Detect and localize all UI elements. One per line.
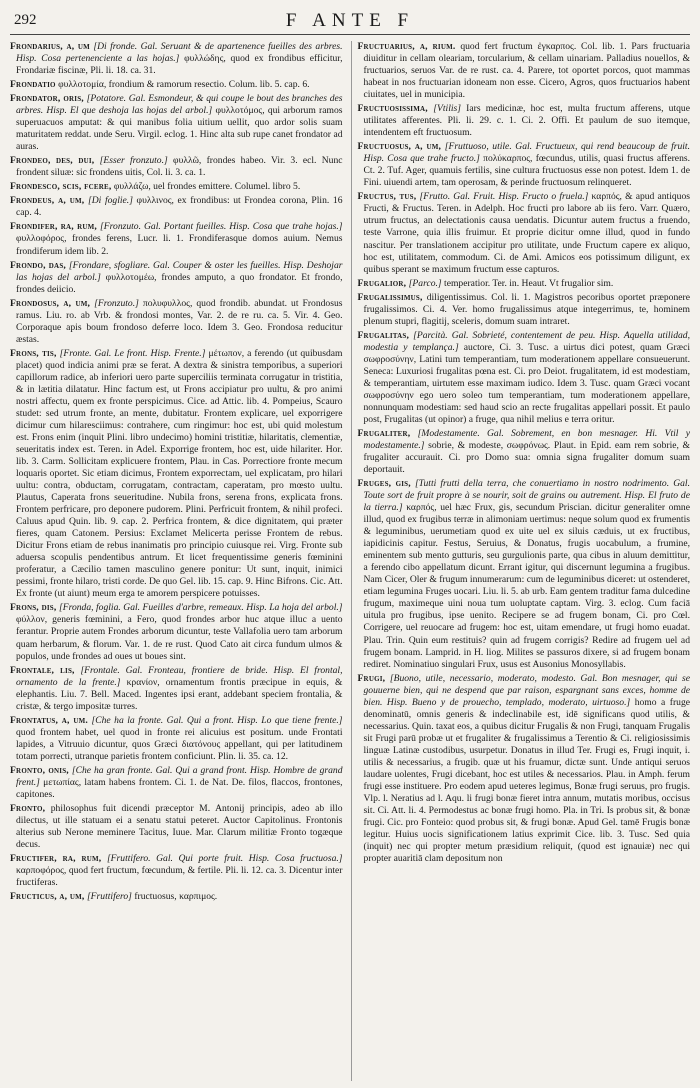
definition-text: φυλλινος, ex frondibus: ut Frondea corona, Plin. 16 cap. 4. [16,195,343,219]
dictionary-entry [358,103,691,139]
headword: Frondarius, a, um [10,41,90,52]
text-columns [10,41,690,1081]
definition-text: φυλλώδης, quod ex frondibus efficitur, Frondariæ fiscinæ, Pli. li. 18. ca. 31. [16,53,343,77]
headword: Fructifer, ra, rum, [10,853,102,865]
vernacular-gloss: [Fruttifero] [86,891,132,903]
vernacular-gloss: [Parcità. Gal. Sobrieté, contentement de peu. Hisp. Aquella utilidad, modestia y templança.] [363,329,690,353]
headword: Frons, dis, [10,602,57,614]
dictionary-entry [358,141,691,189]
headword: Frugi, [357,672,386,684]
dictionary-entry [10,348,343,601]
dictionary-entry [10,298,343,346]
headword: Frondesco, scis, fcere, [10,181,112,193]
headword: Frondeus, a, um, [10,195,85,207]
definition-text: μετωπίας, latam habens frontem. Ci. 1. de Nat. De. filos, flaccos, frontones, capitones. [16,776,343,800]
running-head: F ANTE F [285,10,415,31]
definition-text: πολύκαρπος, fœcundus, utilis, quasi fructus afferens. Ct. 2. Tuf. Ager, quamuis fertilis, sine cultura fructuosus esse non potest. Idem 1. de Fini. uiuendi artem, tam operosam, & perinde fructuosum relinqueret. [363,153,690,189]
vernacular-gloss: [Tutti frutti della terra, che conuertiamo in nostro nodrimento. Gal. Toute sort de fruit propre à se nourir, soit de grains ou autrement. Hisp. El fruto de la tierra.] [363,478,690,514]
dictionary-entry [10,715,343,763]
headword: Frondifer, ra, rum, [10,221,98,233]
vernacular-gloss: [Fronte. Gal. Le front. Hisp. Frente.] [59,347,206,359]
headword: Fronto, onis, [10,764,69,776]
headword: Fronto, [10,802,46,814]
dictionary-entry [10,195,343,219]
definition-text: καρπός, & apud antiquos Fructi, & Fructus. Teren. in Adelph. Hoc fructi pro labore ab iis fero. Varr. Quæro, utrum fructus, an delectationis causa uendatis. Dicuntur autem fructus a fruendo, teste Varrone, quia illis fruimur. Et proprie dicitur omne illud, quod in fundo nascitur. Per translationem accipitur pro utilitate, unde Fructum capere ex aliquo, hoc est, utilitatem, commodum. Ci. de Ami. Amicos eos potissimum diligunt, ex quibus sperant se maximum fructum esse capturos. [363,191,690,275]
definition-text: quod frontem habet, uel quod in fronte rei alicuius est positum. unde Frontati lapides, a Vitruuio dicuntur, quos Græci διατόνους appellant, qui per latitudinem totam porrecti, utranque parietis frontem conficiunt. Plin. li. 35. ca. 12. [16,726,343,762]
dictionary-entry [10,665,343,713]
vernacular-gloss: [Potatore. Gal. Esmondeur, & qui coupe le bout des branches des arbres. Hisp. El que deshoja las hojas del arbol.] [16,93,343,117]
dictionary-entry [10,602,343,662]
definition-text: sobrie, & modeste, σωφρόνως. Plaut. in Epid. eam rem sobrie, & frugaliter accurauit. Ci. pro Domo sua: omnia signa frugaliter domum suam deportauit. [363,440,690,476]
dictionary-entry [358,478,691,671]
vernacular-gloss: [Frondare, sfogliare. Gal. Couper & oster les fueilles. Hisp. Deshojar las hojas del arbol.] [16,259,343,283]
headword: Frugalissimus, [357,291,423,303]
vernacular-gloss: [Frutto. Gal. Fruit. Hisp. Fructo o fruela.] [419,191,589,203]
definition-text: κρανίον, ornamentum frontis præcipue in equis, & elephantis. Liu. 7. Bell. Maced. Ingentes ipsi erant, addebant speciem frontalia, & cristæ, & tergo impositæ turres. [16,676,343,712]
dictionary-entry [10,260,343,296]
definition-text: μέτωπον, a ferendo (ut quibusdam placet) quod indicia animi præ se ferat. A dextra & sinistra temporibus, a superiori capillorum radice, ab inferiori uero parte superciliis terminata corrugatur in tristitia, & in lætitia dilatatur. Hinc factum est, ut Frons accipiatur pro uultu, & pro animi nostri affectu, quem ex fronte perspicimus. Cice. ad Attic. lib. 4. Pompeius, Scauro studet: sed utrum fronte, an mente, dubitatur. Frontem explicare, uel exporrigere dicimur cum hilaresciimus: contrahere, cum ringimur: hoc est, ubi quid molestum est. Frons enim (inquit Plini. libro undecimo) homini tristitiæ, hilaritatis, clementiæ, seueritatis index est. Teren. in Adel. Exporrige frontem, hoc est, uide hilariter. Hor. lib. 3. Carm. Sollicitam explicuere frontem, Plau. in Cas. Porrectiore fronte mecum loquaris oportet. Sic etiam dicimus, Frontem exporrectam, uel explicatam, pro hilari uultu: contra, obductam, corrugatam, contractam, caperatam, pro mœsto uultu. Plautus, Caperata frons seueritudine. Nubila frons, serena frons, explicata frons. Frontem perfricare, pro deponere pudorem. Plini. Perfricuit frontem, & nihil profeci. Caluus apud Quin. lib. 9. cap. 2. Perfrica frontem, & dice dignitatem, qui præter fieres, quam Catonem. Persius: Exclamet Melicerta perisse Frontem de rebus. Dicitur Frons etiam de rebus inanimatis pro principio cuiusque rei. Virg. Fronte sub aduersa scopulis pendentibus antrum. Et licet frequentissime generis fœminini proferatur, a Cæcilio tamen masculino genere ponitur: Ut sunt, inquit, inimici pessimi, fronte hilaro, tristi corde. De quo Gel. lib. 15. cap. 9. Hinc Bifrons. Cic. Att. Ex fronte (ut aiunt) meum erga te amorem perspicere potuisses. [16,347,343,600]
definition-text: φυλλοτομία, frondium & ramorum resectio. Colum. lib. 5. cap. 6. [58,79,310,91]
definition-text: φυλλάζω, uel frondes emittere. Columel. libro 5. [113,181,301,193]
dictionary-entry [358,428,691,476]
dictionary-entry [10,891,343,903]
definition-text: φυλλῶ, frondes habeo. Vir. 3. ecl. Nunc frondent siluæ: sic frondens uitis, Col. li. 3. ca. 1. [16,155,343,179]
dictionary-entry [10,41,343,77]
vernacular-gloss: [Che ha gran fronte. Gal. Qui a grand front. Hisp. Hombre de grand frent.] [16,764,343,788]
headword: Fructuarius, a, rium. [357,41,456,52]
dictionary-entry [10,93,343,153]
vernacular-gloss: [Fronzuto. Gal. Portant fueilles. Hisp. Cosa que trahe hojas.] [100,221,343,233]
definition-text: fructuosus, καρπιμος. [134,891,218,903]
headword: Frontale, lis, [10,664,75,676]
dictionary-entry [358,330,691,426]
dictionary-entry [10,221,343,257]
definition-text: temperatior. Ter. in. Heaut. Vt frugalior sim. [444,277,614,289]
dictionary-entry [358,292,691,328]
headword: Frondator, oris, [10,93,84,105]
definition-text: πολυφυλλος, quod frondib. abundat. ut Frondosus ramus. Liu. ro. ab Vrb. & frondosi montes, Var. 2. de re ru. ca. 5. Vir. 4. Geo. Corporaque apis boum frondoso deferre loco. Idem 3. Geo. Frondosa reducitur æstas. [16,297,343,345]
dictionary-entry [10,765,343,801]
page-header [10,10,690,35]
right-column [351,41,691,1081]
headword: Frugaliter, [357,427,411,439]
headword: Fructus, tus, [357,191,417,203]
dictionary-entry [358,41,691,101]
dictionary-entry [10,803,343,851]
dictionary-entry [10,853,343,889]
definition-text: philosophus fuit dicendi præceptor M. Antonij principis, adeo ab illo dilectus, ut ille statuam ei a senatu statui peteret. Auctor Capitolinus. Frontonis alterius sub Nerone meminere Tacitus, Iuue. Mar. Clarum militiæ Fronto togæque decus. [16,802,343,850]
definition-text: φυλλοτόμος, qui arborum ramos superuacuos amputat: & qui manibus folia uitium uellit, quo ardor solis suam maturitatem reddat. unde Seru. Virgil. eclog. 1. Hinc alta sub rupe canet frondator ad auras. [16,105,343,153]
definition-text: homo a fruge denominatū, omnis generis & indeclinabile est, idē significans quod utilis, & necessarius. Quin. taxat eos, a quibus dicitur Frugalis & non Frugi, tanquam Frugalis sit Frugi parū probæ ut et frugaliter & frugalissimus a Terentio & Ci. religiosissimis linguæ Latinæ custodibus, usurpetur. Donatus in illud Ter. Frugi es, Frugi inquit, i. utilis & necessarius, a frugib. quæ ut his fruamur, dictæ sunt. Unde antiqui seruos laudare uolentes, Frugi dicebant, hoc est utiles & necessarios. Plau. in Amph. ferum frugi esse instituere. Pro eodem apud ueteres legimus, Bonæ frugi seruus, pro frugis. Vlp. l. Neratius ad l. Aqu. li frugi bonæ fieret intra annum, mutatis moribus, occisus sit. Ci. Att. li. 4. Permodestus ac bonæ frugi homo. Pla. in Tri. Is probus sit, & bonæ frugi. Cic. pro Fonteio: quod probus sit, & frugi bonæ. Apud Gel. tamē Frugis bonæ legitur. Huius uocis significationem latius exprimit Cice. lib. 3. Tusc. Sed quia (inquit) nec qui propter metum præsidium reliquit, (quod est ignauiæ) nec qui propter auaritiā clam depositum non [363,696,690,865]
dictionary-entry [10,181,343,193]
headword: Fructicus, a, um, [10,891,85,903]
left-column [10,41,343,1081]
dictionary-entry [358,191,691,275]
headword: Frugalior, [357,277,407,289]
headword: Frons, tis, [10,347,57,359]
headword: Frondeo, des, dui, [10,155,95,167]
page-number: 292 [14,12,37,28]
vernacular-gloss: [Di foglie.] [88,195,133,207]
definition-text: καρποφόρος, quod fert fructum, fœcundum, & fertile. Pli. li. 12. ca. 3. Dicentur inter fructiferas. [16,865,343,889]
vernacular-gloss: [Buono, utile, necessario, moderato, modesto. Gal. Bon mesnager, qui se gouuerne bien, qui ne despend que par raison, espargnant sans exces, homme de bien. Hisp. Bueno y de prouecho, templado, moderato, uirtuoso.] [363,672,690,708]
vernacular-gloss: [Fronzuto.] [94,297,139,309]
definition-text: auctore, Ci. 3. Tusc. a uirtus dici potest, quam Græci σωφροσύνην, Latini tum temperantiam, tum moderationem appellare consueuerunt. Seneca: Luxuriosi frugalitas pœna est. Ci. pro Deiot. frugalitatem, id est modestiam, & temperantiam, uirtutem esse maximam iudico. Idem 3. Tusc. quam Græci vocant σωφροσύνην ego uero soleo tum temperantiam, tum moderationem appellare, nonnunquam modestiam: sed haud scio an recte frugalitas appellari possit. Et paulo post, Frugalitas (ut opinor) a fruge, qua nihil melius e terra oritur. [363,341,690,425]
vernacular-gloss: [Che ha la fronte. Gal. Qui a front. Hisp. Lo que tiene frente.] [91,714,343,726]
headword: Fruges, gis, [357,478,411,490]
headword: Fructuosissima, [357,103,434,115]
vernacular-gloss: [Modestamente. Gal. Sobrement, en bon mesnager. Hi. Vtil y modestamente.] [363,427,690,451]
dictionary-entry [10,79,343,91]
dictionary-entry [358,278,691,290]
definition-text: καρπός, uel hæc Frux, gis, secundum Priscian. dicitur generaliter omne illud, quod ex frugibus terræ in alimoniam uertimus: neque solum quod ex frumentis & leguminibus, uerumetiam quod ex uite uel ex siluis cæduis, ut ex fructibus, iapidicinis capitur. Festus, Seruius, & Donatus, frugis uocabulum, a frumine, eminentem sub mento gutturis, seu gurgulionis parte, qua cibus in aluum demittitur, a ferendo cibo appellatum dicunt. Errant igitur, qui discernunt legumina a frugibus. Nam Cicer, Oler & frugum innumerarum: cum de leguminibus diceret: ut ostenderet, etiam legumina Fruges uocari. Liu. li. 5. ab urb. Eam gentem traditur fama dulcedine frugum, maximeque uini noua tum uoluptate captam. Virg. 3. eclog. Cum faciā uitula pro frugibus, ipse uenito. Recipere se ad frugem bonam, Ci. pro Cœl. Corrigere, uel reuocare ad frugem: hoc est, uitam emendare, ut frugi homo euadat. Plau. Trin. Quin eum restituis? quin ad frugem corrigis? Redire ad frugem uel ad frugem bonam. Lamprid. in H. liog. Milites se passuros dixere, si ad frugem bonam rediret. Nominatiuo singulari Frux, usus est Ausonius Monosyllabis. [363,502,690,670]
definition-text: φυλλοφόρος, frondes ferens, Lucr. li. 1. Frondiferasque domos auium. Nemus frondiferum idem lib. 2. [16,233,343,257]
definition-text: Iars medicinæ, hoc est, multa fructum afferens, utque utilitates afferentes. Pli. li. 29. c. 1. Ci. 2. Offi. Et paulum de suo itemque, intendentem eft fructuosum. [363,103,690,139]
vernacular-gloss: [Fruttuoso, utile. Gal. Fructueux, qui rend beaucoup de fruit. Hisp. Cosa que trahe fructo.] [363,141,690,165]
dictionary-entry [358,673,691,866]
vernacular-gloss: [Esser fronzuto.] [99,155,168,167]
headword: Frondatio [10,79,56,91]
definition-text: diligentissimus. Col. li. 1. Magistros pecoribus oportet præponere frugalissimos. Ci. 4. Ver. homo frugalissimus atque integerrimus, te, hominem plenum stupri, flagitij, sceleris, domum suam intraret. [363,291,690,327]
vernacular-gloss: [Fronda, foglia. Gal. Fueilles d'arbre, remeaux. Hisp. La hoja del arbol.] [58,602,343,614]
headword: Frugalitas, [357,329,410,341]
definition-text: quod fert fructum ἐγκαρπος. Col. lib. 1. Pars fructuaria diuiditur in cellam oleariam, torcularium, & cellam uinariam. Palladius nouellos, & fructuarios, seruos Var. de re rust. ca. 4. Parere, tot oportet porcos, quot mammas habeat in nos fructuarian idoneam non esse. Cicero, Agros, quos fructuarios habent ciuitates, uel in municipia. [363,41,690,101]
headword: Frontatus, a, um. [10,714,88,726]
headword: Fructuosus, a, um, [357,141,442,153]
vernacular-gloss: [Parco.] [408,277,442,289]
headword: Frondosus, a, um, [10,297,91,309]
headword: Frondo, das, [10,259,67,271]
definition-text: φυλλοτομέω, frondes amputo, a quo frondator. Et frondo, frondes deiicio. [16,271,343,295]
vernacular-gloss: [Frontale. Gal. Fronteau, frontiere de bride. Hisp. El frontal, ornamento de la frente.] [16,664,343,688]
definition-text: φύλλον, generis fœminini, a Fero, quod frondes arbor huc atque illuc a uento ferantur. Proprie autem Frondes arborum dicuntur, teste Vallafolia uero tam arborum quam herbarum, & florum. Var. 1. de re rust. Quod Cato ait circa fundum ulmos & populos, unde frondes ad oues ut boues sint. [16,614,343,662]
vernacular-gloss: [Vtilis] [433,103,461,115]
vernacular-gloss: [Fruttifero. Gal. Qui porte fruit. Hisp. Cosa fructuosa.] [106,853,343,865]
vernacular-gloss: [Di fronde. Gal. Seruant & de apartenence fueilles des arbres. Hisp. Cosa pertenenciente a las hojas.] [16,41,343,65]
dictionary-entry [10,155,343,179]
